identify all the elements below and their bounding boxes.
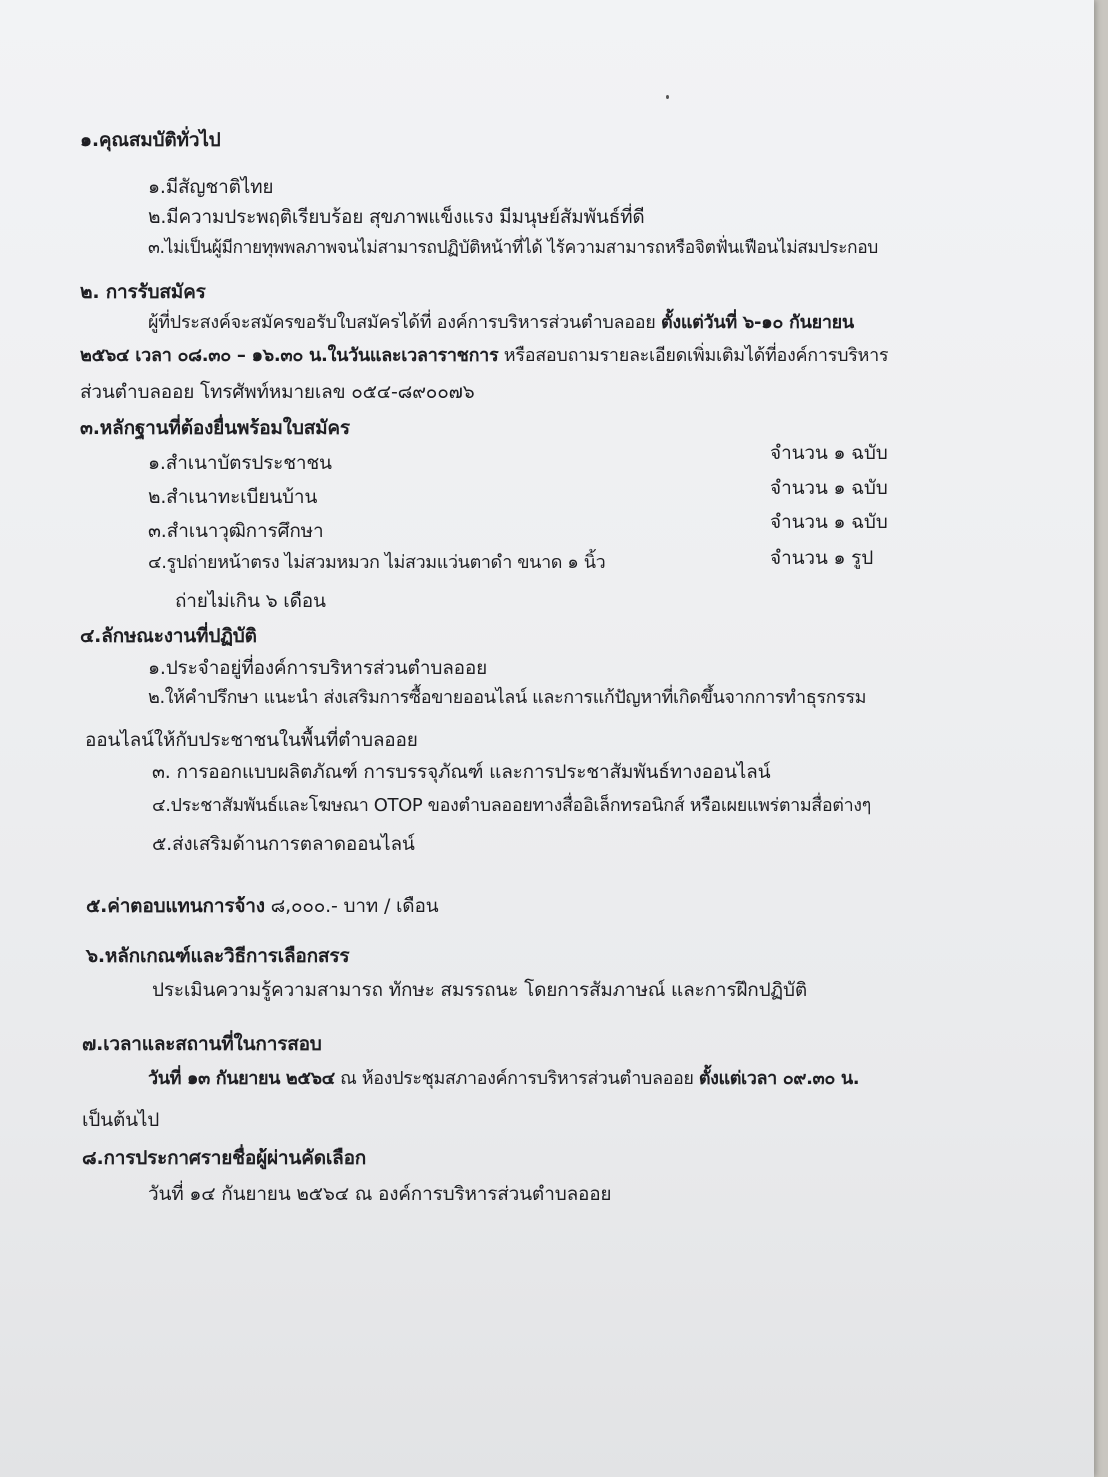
section-3-item-4-continued: ถ่ายไม่เกิน ๖ เดือน [175,590,326,612]
section-3-heading: ๓.หลักฐานที่ต้องยื่นพร้อมใบสมัคร [80,417,350,439]
section-3-item-4: ๔.รูปถ่ายหน้าตรง ไม่สวมหมวก ไม่สวมแว่นตาดำ ขนาด ๑ นิ้ว [148,552,606,573]
section-7-exam-time: ตั้งแต่เวลา ๐๙.๓๐ น. [698,1068,860,1089]
section-3-item-1-qty: จำนวน ๑ ฉบับ [770,442,888,464]
section-2-heading: ๒. การรับสมัคร [80,281,206,303]
section-6-heading: ๖.หลักเกณฑ์และวิธีการเลือกสรร [86,945,350,967]
section-2-line-1-text: ผู้ที่ประสงค์จะสมัครขอรับใบสมัครได้ที่ องค์การบริหารส่วนตำบลออย [148,312,661,333]
section-7-line-1 [148,1067,859,1091]
section-3-item-2-qty: จำนวน ๑ ฉบับ [770,477,888,499]
section-8-heading: ๘.การประกาศรายชื่อผู้ผ่านคัดเลือก [82,1147,367,1169]
section-4-item-2-continued: ออนไลน์ให้กับประชาชนในพื้นที่ตำบลออย [85,729,418,751]
section-6-text: ประเมินความรู้ความสามารถ ทักษะ สมรรถนะ โดยการสัมภาษณ์ และการฝึกปฏิบัติ [152,979,807,1001]
section-3-item-2: ๒.สำเนาทะเบียนบ้าน [148,486,318,508]
section-2-line-2-text: หรือสอบถามรายละเอียดเพิ่มเติมได้ที่องค์การบริหาร [498,345,889,366]
paper-speck [666,95,669,99]
section-3-item-3-qty: จำนวน ๑ ฉบับ [770,511,888,533]
section-4-item-5: ๕.ส่งเสริมด้านการตลาดออนไลน์ [152,833,415,855]
section-8-text: วันที่ ๑๔ กันยายน ๒๕๖๔ ณ องค์การบริหารส่วนตำบลออย [148,1183,612,1205]
section-2-line-3: ส่วนตำบลออย โทรศัพท์หมายเลข ๐๕๔-๘๙๐๐๗๖ [80,381,475,403]
section-4-item-4: ๔.ประชาสัมพันธ์และโฆษณา OTOP ของตำบลออยทางสื่ออิเล็กทรอนิกส์ หรือเผยแพร่ตามสื่อต่างๆ [152,795,871,816]
section-7-exam-place: ณ ห้องประชุมสภาองค์การบริหารส่วนตำบลออย [334,1068,699,1089]
section-5-salary: ๘,๐๐๐.- บาท / เดือน [264,895,439,917]
section-4-item-2: ๒.ให้คำปรึกษา แนะนำ ส่งเสริมการซื้อขายออนไลน์ และการแก้ปัญหาที่เกิดขึ้นจากการทำธุรกรรม [148,687,867,708]
section-1-item-2: ๒.มีความประพฤติเรียบร้อย สุขภาพแข็งแรง มีมนุษย์สัมพันธ์ที่ดี [148,206,645,228]
section-2-line-1 [148,311,854,335]
section-3-item-4-qty: จำนวน ๑ รูป [770,547,874,569]
section-7-exam-date: วันที่ ๑๓ กันยายน ๒๕๖๔ [148,1068,335,1089]
section-3-item-3: ๓.สำเนาวุฒิการศึกษา [148,520,324,542]
section-5-line [86,894,438,918]
section-1-heading: ๑.คุณสมบัติทั่วไป [80,129,221,151]
section-2-application-dates: ตั้งแต่วันที่ ๖-๑๐ กันยายน [660,312,854,333]
section-2-line-2 [80,344,888,368]
section-7-heading: ๗.เวลาและสถานที่ในการสอบ [82,1033,322,1055]
section-1-item-3: ๓.ไม่เป็นผู้มีกายทุพพลภาพจนไม่สามารถปฏิบัติหน้าที่ได้ ไร้ความสามารถหรือจิตฟั่นเฟือนไม่สมประกอบ [148,238,878,258]
section-1-item-1: ๑.มีสัญชาติไทย [148,176,274,198]
section-4-item-3: ๓. การออกแบบผลิตภัณฑ์ การบรรจุภัณฑ์ และการประชาสัมพันธ์ทางออนไลน์ [152,761,771,783]
section-4-item-1: ๑.ประจำอยู่ที่องค์การบริหารส่วนตำบลออย [148,657,488,679]
section-3-item-1: ๑.สำเนาบัตรประชาชน [148,452,332,474]
section-2-application-hours: ๒๕๖๔ เวลา ๐๘.๓๐ – ๑๖.๓๐ น.ในวันและเวลาราชการ [80,345,499,366]
section-5-heading: ๕.ค่าตอบแทนการจ้าง [86,895,265,917]
section-7-line-2: เป็นต้นไป [82,1109,160,1131]
section-4-heading: ๔.ลักษณะงานที่ปฏิบัติ [80,625,257,647]
